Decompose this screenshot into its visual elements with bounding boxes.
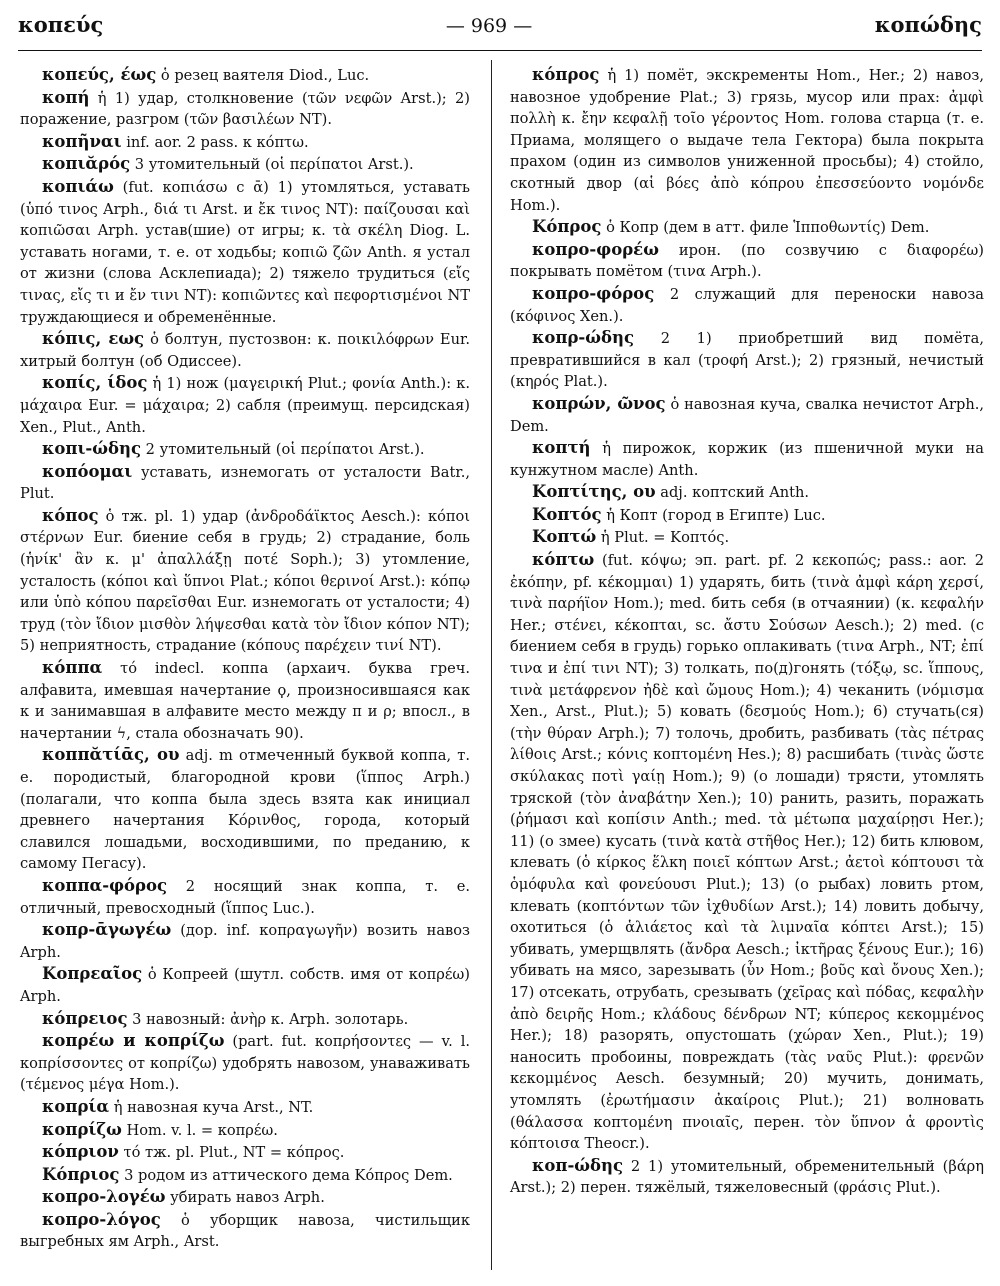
entry-headword: κοπρών, ῶνος xyxy=(532,393,666,413)
entry-headword: κοπόομαι xyxy=(42,461,133,481)
entry-definition: (fut. κοπιάσω с ᾱ) 1) утомляться, уставать (ὑπό τινος Arph., διά τι Arst. и ἔκ τινος NT): παίζουσαι καὶ κοπιῶσαι Arph. устав(шие) от игры; κ. τὰ σκέλη Diog. L. уставать ногами, т. е. от ходьбы; κοπιῶ ζῶν Anth. я устал от жизни (слова Асклепиада); 2) тяжело трудиться (εἴς τινας, εἴς τι и ἔν τινι NT): κοπιῶντες καὶ πεφορτισμένοι NT труждающиеся и обременённые. xyxy=(20,178,470,326)
entry-headword: κοπρο-λόγος xyxy=(42,1209,161,1229)
dictionary-entry xyxy=(510,481,984,504)
entry-definition: 3 навозный: ἀνὴρ κ. Arph. золотарь. xyxy=(127,1010,409,1028)
entry-headword: κοπρ-ώδης xyxy=(532,328,635,348)
entry-headword: Κοπτώ xyxy=(532,527,597,547)
dictionary-entry xyxy=(20,461,470,505)
entry-definition: 3 родом из аттического дема Κόπρος Dem. xyxy=(119,1166,453,1184)
dictionary-entry xyxy=(510,393,984,437)
entry-definition: ἡ 1) помёт, экскременты Hom., Her.; 2) навоз, навозное удобрение Plat.; 3) грязь, мусор или прах: ἀμφὶ πολλὴ κ. ἔην κεφαλῇ τοῖο γέροντος Hom. голова старца (т. е. Приама, молящего о выдаче тела Гектора) была покрыта прахом (один из символов униженной просьбы); 4) стойло, скотный двор (αἱ βόες ἀπὸ κόπρου ἐπεσσεύοντο νομόνδε Hom.). xyxy=(510,67,984,214)
dictionary-entry xyxy=(20,657,470,744)
dictionary-entry xyxy=(20,64,470,87)
entry-definition: 2 служащий для переноски навоза (κόφινος Xen.). xyxy=(510,285,984,325)
entry-definition: adj. m отмеченный буквой коппа, т. е. породистый, благородной крови (ἵππος Arph.) (полагали, что коппа была здесь взята как инициал древнего начертания Κόρινθος, города, который славился лошадьми, восходившими, по преданию, к самому Пегасу). xyxy=(20,747,470,873)
dictionary-entry xyxy=(510,64,984,216)
entry-headword: κόπριον xyxy=(42,1142,119,1162)
entry-headword: κόπρειος xyxy=(42,1008,128,1028)
entry-headword: Κόπριος xyxy=(42,1164,120,1184)
entry-definition: ἡ 1) нож (μαγειρική Plut.; φονία Anth.): κ. μάχαιρα Eur. = μάχαιρα; 2) сабля (преимущ. персидская) Xen., Plut., Anth. xyxy=(20,375,470,436)
entry-headword: Κοπρεαῖος xyxy=(42,964,143,984)
entry-headword: κοπιᾰρός xyxy=(42,154,131,174)
dictionary-entry xyxy=(20,505,470,657)
entry-definition: убирать навоз Arph. xyxy=(165,1189,325,1207)
dictionary-entry xyxy=(510,504,984,527)
entry-headword: κοππα-φόρος xyxy=(42,875,168,895)
entry-headword: κοπρία xyxy=(42,1096,110,1116)
dictionary-entry xyxy=(20,919,470,963)
page-number: — 969 — xyxy=(445,15,533,37)
dictionary-entry xyxy=(510,526,984,549)
dictionary-entry xyxy=(20,131,470,154)
dictionary-entry xyxy=(20,1164,470,1187)
entry-definition: ὁ тж. pl. 1) удар (ἀνδροδάϊκτος Aesch.): κόποι στέρνων Eur. биение себя в грудь; 2) страдание, боль (ἡνίκ' ἂν κ. μ' ἀπαλλάξῃ ποτέ Soph.); 3) утомление, усталость (κόποι καὶ ὕπνοι Plat.; κόποι θερινοί Arst.): κόπῳ или ὑπὸ κόπου παρεῖσθαι Eur. изнемогать от усталости; 4) труд (τὸν ἴδιον μισθὸν λήψεσθαι κατὰ τὸν ἴδιον κόπον NT); 5) неприятность, страдание (κόπους παρέχειν τινί NT). xyxy=(20,507,470,655)
dictionary-entry xyxy=(20,87,470,131)
entry-headword: κοπρο-φόρος xyxy=(532,283,655,303)
dictionary-entry xyxy=(20,963,470,1007)
entry-headword: κοπή xyxy=(42,87,90,107)
entry-definition: ὁ навозная куча, свалка нечистот Arph., Dem. xyxy=(510,395,985,435)
entry-headword: Κοπτίτης, ου xyxy=(532,482,656,502)
entry-headword: κοπτή xyxy=(532,438,591,458)
entry-definition: ἡ 1) удар, столкновение (τῶν νεφῶν Arst.); 2) поражение, разгром (τῶν βασιλέων NT). xyxy=(20,89,470,129)
entry-definition: (part. fut. κοπρήσοντες — v. l. κοπρίσσοντες от κοπρίζω) удобрять навозом, унаваживать (τέμενος μέγα Hom.). xyxy=(20,1033,470,1094)
entry-headword: κοπρ-ᾱγωγέω xyxy=(42,920,172,940)
entry-definition: Hom. v. l. = κοπρέω. xyxy=(121,1121,278,1139)
running-head-right: κοπώδης xyxy=(874,12,982,37)
dictionary-entry xyxy=(20,1008,470,1031)
entry-headword: Κοπτός xyxy=(532,504,602,524)
entry-headword: κοπεύς, έως xyxy=(42,65,157,84)
dictionary-entry xyxy=(20,1030,470,1096)
entry-definition: ὁ Копр (дем в атт. филе Ἱπποθωντίς) Dem. xyxy=(601,219,930,237)
entry-definition: ὁ Копреей (шутл. собств. имя от κοπρέω) Arph. xyxy=(20,966,470,1005)
dictionary-entry xyxy=(20,744,470,875)
dictionary-entry xyxy=(20,438,470,461)
entry-headword: κοπῆναι xyxy=(42,131,122,151)
dictionary-entry xyxy=(510,327,984,393)
dictionary-entry xyxy=(20,328,470,372)
entry-headword: κοπ-ώδης xyxy=(532,1155,624,1175)
entry-headword: κοπρο-λογέω xyxy=(42,1187,166,1207)
entry-definition: (fut. κόψω; эп. part. pf. 2 κεκοπώς; pass.: aor. 2 ἐκόπην, pf. κέκομμαι) 1) ударять, бить (τινὰ ἀμφὶ κάρη χερσί, τινὰ παρήϊον Hom.); med. бить себя (в отчаянии) (κ. κεφαλήν Her.; στένει, κέκοπται, sc. ἄστυ Σούσων Aesch.); 2) med. (с биением себя в грудь) горько оплакивать (τινα Arph., NT; ἐπί τινα и ἐπί τινι NT); 3) толкать, по(д)гонять (τόξῳ, sc. ἵππους, τινὰ μετάφρενον ἠδὲ καὶ ὤμους Hom.); 4) чеканить (νόμισμα Xen., Arst., Plut.); 5) ковать (δεσμούς Hom.); 6) стучать(ся) (τὴν θύραν Arph.); 7) толочь, дробить, разбивать (τὰς πέτρας λίθοις Arst.; κόνις κοπτομένη Hes.); 8) расшибать (τινὰς ὥστε σκύλακας ποτὶ γαίῃ Hom.); 9) (о лошади) трясти, утомлять тряской (τὸν ἀναβάτην Xen.); 10) ранить, разить, поражать (ῥήμασι καὶ κοπίσιν Anth.; med. τὰ μέτωπα μαχαίρῃσι Her.); 11) (о змее) кусать (τινὰ κατὰ στῆθος Her.); 12) бить клювом, клевать (ὁ κίρκος ἕλκη ποιεῖ κόπτων Arst.; ἀετοὶ κόπτουσι τὰ ὁμόφυλα καὶ φονεύουσι Plut.); 13) (о рыбах) ловить ртом, клевать (κοπτόντων τῶν ἰχθυδίων Arst.); 14) ловить добычу, охотиться (ὁ ἁλιάετος καὶ τὰ λιμναῖα κόπτει Arst.); 15) убивать, умерщвлять (ἄνδρα Aesch.; ἰκτῆρας ξένους Eur.); 16) убивать на мясо, зарезывать (ὗν Hom.; βοῦς καὶ ὄνους Xen.); 17) отсекать, отрубать, срезывать (χεῖρας καὶ πόδας, κεφαλὴν ἀπὸ δειρῆς Hom.; κλάδους δένδρων NT; κύπερος κεκομμένος Her.); 18) разорять, опустошать (χώραν Xen., Plut.); 19) наносить пробоины, повреждать (τὰς ναῦς Plut.): φρενῶν κεκομμένος Aesch. безумный; 20) мучить, донимать, утомлять (ἐρωτήμασιν ἀκαίροις Plut.); 21) волновать (θάλασσα κοπτομένη πνοιαῖς, перен. τὸν ὕπνον ἁ φροντὶς κόπτοισα Theocr.). xyxy=(510,552,984,1153)
dictionary-entry xyxy=(510,1155,984,1199)
dictionary-entry xyxy=(20,372,470,438)
entry-headword: κόπος xyxy=(42,505,99,525)
entry-definition: ὁ резец ваятеля Diod., Luc. xyxy=(156,67,370,84)
column-divider xyxy=(491,60,492,1270)
entry-definition: 3 утомительный (οἱ περίπατοι Arst.). xyxy=(130,156,414,174)
entry-headword: Κόπρος xyxy=(532,217,602,237)
entry-headword: κοπιάω xyxy=(42,176,114,196)
dictionary-entry xyxy=(20,1141,470,1164)
entry-headword: κοπίς, ίδος xyxy=(42,373,148,393)
entry-definition: ὁ уборщик навоза, чистильщик выгребных ям Arph., Arst. xyxy=(20,1211,470,1251)
running-head-left: κοπεύς xyxy=(18,12,104,37)
left-column xyxy=(20,64,470,1253)
dictionary-entry xyxy=(510,239,984,283)
dictionary-entry xyxy=(20,176,470,328)
entry-definition: ирон. (по созвучию с διαφορέω) покрывать помётом (τινα Arph.). xyxy=(510,241,984,281)
dictionary-entry xyxy=(20,1209,470,1253)
entry-headword: κοπρίζω xyxy=(42,1119,122,1139)
page-header xyxy=(18,12,982,46)
entry-definition: ἡ навозная куча Arst., NT. xyxy=(109,1098,314,1116)
entry-definition: (дор. inf. κοπραγωγῆν) возить навоз Arph. xyxy=(20,922,470,961)
entry-definition: τό indecl. коппа (архаич. буква греч. алфавита, имевшая начертание ϙ, произносившаяся как к и занимавшая в алфавите место между π и ρ; впосл., в начертании ϟ, стала обозначать 90). xyxy=(20,660,470,742)
entry-headword: κόππα xyxy=(42,658,103,678)
dictionary-entry xyxy=(20,153,470,176)
entry-headword: κόπτω xyxy=(532,550,595,570)
entry-definition: ὁ болтун, пустозвон: κ. ποικιλόφρων Eur. хитрый болтун (об Одиссее). xyxy=(20,331,470,370)
entry-headword: κόπις, εως xyxy=(42,329,145,349)
entry-headword: κοπι-ώδης xyxy=(42,439,142,459)
dictionary-entry xyxy=(510,283,984,327)
entry-definition: adj. коптский Anth. xyxy=(655,484,810,502)
entry-definition: inf. aor. 2 pass. к κόπτω. xyxy=(121,133,309,151)
entry-definition: τό тж. pl. Plut., NT = κόπρος. xyxy=(118,1144,345,1162)
entry-definition: 2 1) приобретший вид помёта, превратившийся в кал (τροφή Arst.); 2) грязный, нечистый (κηρός Plat.). xyxy=(510,330,984,391)
entry-headword: κόπρος xyxy=(532,65,600,84)
right-column xyxy=(510,64,984,1199)
entry-definition: 2 носящий знак коппа, т. е. отличный, превосходный (ἵππος Luc.). xyxy=(20,877,470,917)
entry-headword: κοπρο-φορέω xyxy=(532,239,659,259)
dictionary-entry xyxy=(20,1186,470,1209)
dictionary-entry xyxy=(510,549,984,1155)
dictionary-entry xyxy=(20,1119,470,1142)
entry-definition: 2 утомительный (οἱ περίπατοι Arst.). xyxy=(141,441,425,459)
entry-definition: уставать, изнемогать от усталости Batr., Plut. xyxy=(20,463,470,503)
entry-definition: 2 1) утомительный, обременительный (βάρη Arst.); 2) перен. тяжёлый, тяжеловесный (φράσις Plut.). xyxy=(510,1157,984,1197)
entry-definition: ἡ пирожок, коржик (из пшеничной муки на кунжутном масле) Anth. xyxy=(510,440,984,479)
entry-headword: κοπρέω и κοπρίζω xyxy=(42,1031,225,1051)
dictionary-entry xyxy=(20,875,470,919)
dictionary-entry xyxy=(510,216,984,239)
dictionary-entry xyxy=(20,1096,470,1119)
entry-headword: κοππᾰτίᾱς, ου xyxy=(42,745,180,765)
entry-definition: ἡ Копт (город в Египте) Luc. xyxy=(601,506,826,524)
header-rule xyxy=(18,50,982,51)
dictionary-entry xyxy=(510,437,984,481)
entry-definition: ἡ Plut. = Κοπτός. xyxy=(596,529,730,547)
